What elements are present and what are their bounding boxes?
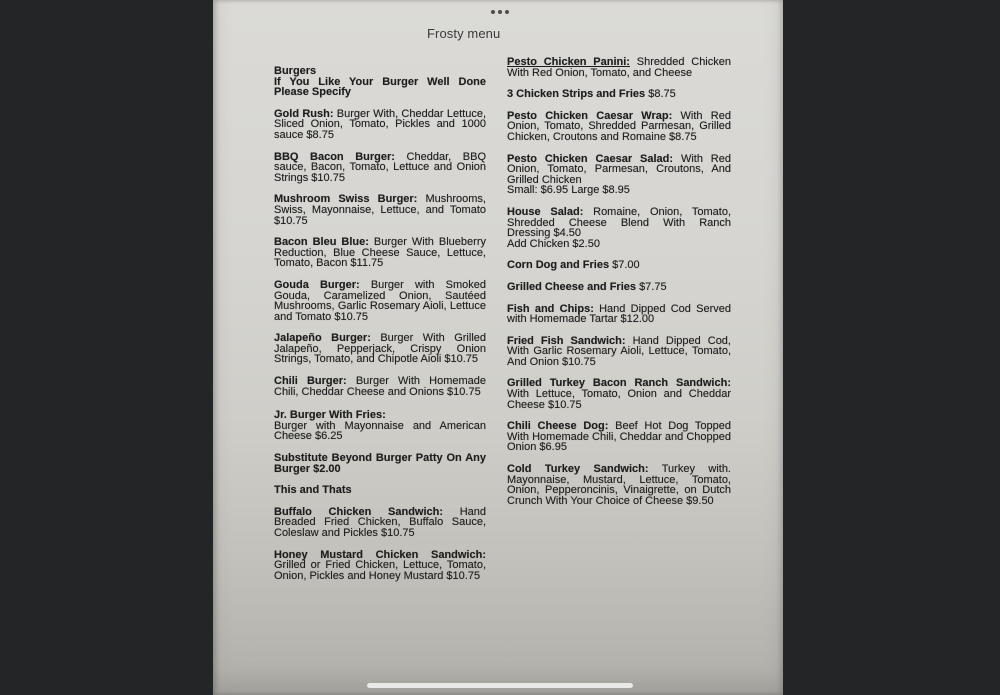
menu-item-name: If You Like Your Burger Well Done Please Specify — [274, 75, 486, 99]
menu-item-description: Grilled or Fried Chicken, Lettuce, Tomato, Onion, Pickles and Honey Mustard $10.75 — [274, 559, 486, 582]
menu-item — [507, 57, 731, 78]
menu-item-description: Hand Breaded Fried Chicken, Buffalo Sauce, Coleslaw and Pickles $10.75 — [274, 505, 486, 539]
menu-item-name: Gouda Burger: — [274, 278, 360, 291]
menu-item-description: With Red Onion, Tomato, Parmesan, Croutons, And Grilled Chicken — [507, 152, 731, 186]
menu-item-description: Romaine, Onion, Tomato, Shredded Cheese Blend With Ranch Dressing $4.50 — [507, 205, 732, 240]
menu-item-description: Hand Dipped Cod Served with Homemade Tartar $12.00 — [507, 302, 732, 326]
menu-item-name: Chili Cheese Dog: — [507, 420, 609, 433]
menu-item-name: Jalapeño Burger: — [274, 332, 371, 345]
menu-item — [274, 333, 486, 365]
menu-item-name: Chili Burger: — [274, 375, 347, 388]
dot — [491, 10, 495, 14]
menu-item-extra-line: Small: $6.95 Large $8.95 — [507, 184, 630, 197]
menu-item — [274, 152, 486, 184]
menu-item-name: BBQ Bacon Burger: — [274, 150, 395, 163]
menu-item-name: Pesto Chicken Caesar Wrap: — [507, 109, 673, 122]
menu-item-description: Burger With Blueberry Reduction, Blue Cheese Sauce, Lettuce, Tomato, Bacon $11.75 — [274, 236, 486, 270]
menu-item-description: With Red Onion, Tomato, Shredded Parmesan, Grilled Chicken, Croutons and Romaine $8.75 — [507, 109, 731, 143]
menu-item-description: With Lettuce, Tomato, Onion and Cheddar Cheese $10.75 — [507, 388, 731, 411]
home-indicator-bar[interactable] — [367, 683, 633, 688]
menu-item-name: Pesto Chicken Panini: — [507, 56, 630, 68]
menu-item-description: Hand Dipped Cod, With Garlic Rosemary Aioli, Lettuce, Tomato, And Onion $10.75 — [507, 334, 731, 368]
menu-item-description: Burger with Mayonnaise and American Cheese $6.25 — [274, 419, 486, 443]
menu-item-name: Bacon Bleu Blue: — [274, 236, 369, 249]
menu-item-name: Buffalo Chicken Sandwich: — [274, 505, 444, 518]
menu-item — [274, 453, 486, 474]
menu-item-name: Mushroom Swiss Burger: — [274, 193, 418, 206]
menu-item — [507, 421, 731, 453]
menu-item-description: Mushrooms, Swiss, Mayonnaise, Lettuce, and Tomato $10.75 — [274, 193, 486, 227]
menu-item-description: Burger With Homemade Chili, Cheddar Cheese and Onions $10.75 — [274, 375, 486, 398]
menu-item — [274, 550, 486, 582]
menu-item-description: Turkey with. Mayonnaise, Mustard, Lettuce, Tomato, Onion, Pepperoncinis, Vinaigrette, on Dutch Crunch With Your Choice of Cheese $9.50 — [507, 463, 731, 507]
menu-item-description: $8.75 — [648, 88, 676, 101]
menu-item-description: Shredded Chicken With Red Onion, Tomato, and Cheese — [507, 56, 731, 79]
menu-item — [507, 154, 731, 196]
more-options-icon[interactable] — [489, 8, 511, 16]
menu-item — [274, 237, 486, 269]
menu-column-right — [507, 57, 731, 517]
menu-item — [507, 282, 731, 293]
menu-item-name: Substitute Beyond Burger Patty On Any Burger $2.00 — [274, 452, 486, 475]
dot — [505, 10, 509, 14]
menu-item — [507, 378, 731, 410]
menu-item — [274, 507, 486, 539]
menu-item-description: $7.75 — [639, 280, 667, 293]
menu-item-name: Pesto Chicken Caesar Salad: — [507, 152, 674, 165]
photo-title: Frosty menu — [427, 26, 501, 41]
menu-item-extra-line: Add Chicken $2.50 — [507, 237, 600, 250]
menu-item — [507, 89, 731, 100]
menu-item-name: 3 Chicken Strips and Fries — [507, 88, 646, 101]
menu-item-description: Beef Hot Dog Topped With Homemade Chili, Cheddar and Chopped Onion $6.95 — [507, 420, 732, 454]
menu-item — [274, 376, 486, 397]
menu-item — [274, 77, 486, 98]
menu-item-description: Burger With Grilled Jalapeño, Pepperjack, Crispy Onion Strings, Tomato, and Chipotle Aioli $10.75 — [274, 332, 487, 366]
menu-item-description: $7.00 — [612, 259, 640, 272]
menu-item-description: Burger with Smoked Gouda, Caramelized Onion, Sautéed Mushrooms, Garlic Rosemary Aioli, Lettuce and Tomato $10.75 — [274, 278, 486, 323]
menu-item-name: Grilled Turkey Bacon Ranch Sandwich: — [507, 377, 731, 390]
menu-item-name: Gold Rush: — [274, 107, 334, 120]
menu-item-name: Jr. Burger With Fries: — [274, 409, 386, 422]
menu-item-name: Fried Fish Sandwich: — [507, 334, 626, 347]
menu-item — [274, 485, 486, 496]
menu-item — [507, 304, 731, 325]
menu-item — [274, 410, 486, 442]
menu-item — [507, 336, 731, 368]
menu-item-name: Corn Dog and Fries — [507, 259, 610, 272]
menu-item — [507, 260, 731, 271]
menu-column-left — [274, 66, 486, 592]
menu-item — [507, 111, 731, 143]
menu-item-description: Burger With, Cheddar Lettuce, Sliced Onion, Tomato, Pickles and 1000 sauce $8.75 — [274, 107, 487, 141]
menu-item — [274, 109, 486, 141]
menu-item-name: This and Thats — [274, 484, 352, 497]
menu-item-name: House Salad: — [507, 205, 584, 218]
menu-item — [274, 280, 486, 322]
menu-item — [507, 464, 731, 506]
menu-item-name: Burgers — [274, 65, 317, 77]
menu-item-name: Grilled Cheese and Fries — [507, 280, 636, 293]
menu-item — [274, 194, 486, 226]
dot — [498, 10, 502, 14]
menu-item-description: Cheddar, BBQ sauce, Bacon, Tomato, Lettuce and Onion Strings $10.75 — [274, 150, 487, 184]
menu-item-name: Cold Turkey Sandwich: — [507, 463, 649, 476]
menu-item — [507, 207, 731, 249]
menu-item-name: Honey Mustard Chicken Sandwich: — [274, 548, 486, 561]
menu-item-name: Fish and Chips: — [507, 302, 594, 315]
